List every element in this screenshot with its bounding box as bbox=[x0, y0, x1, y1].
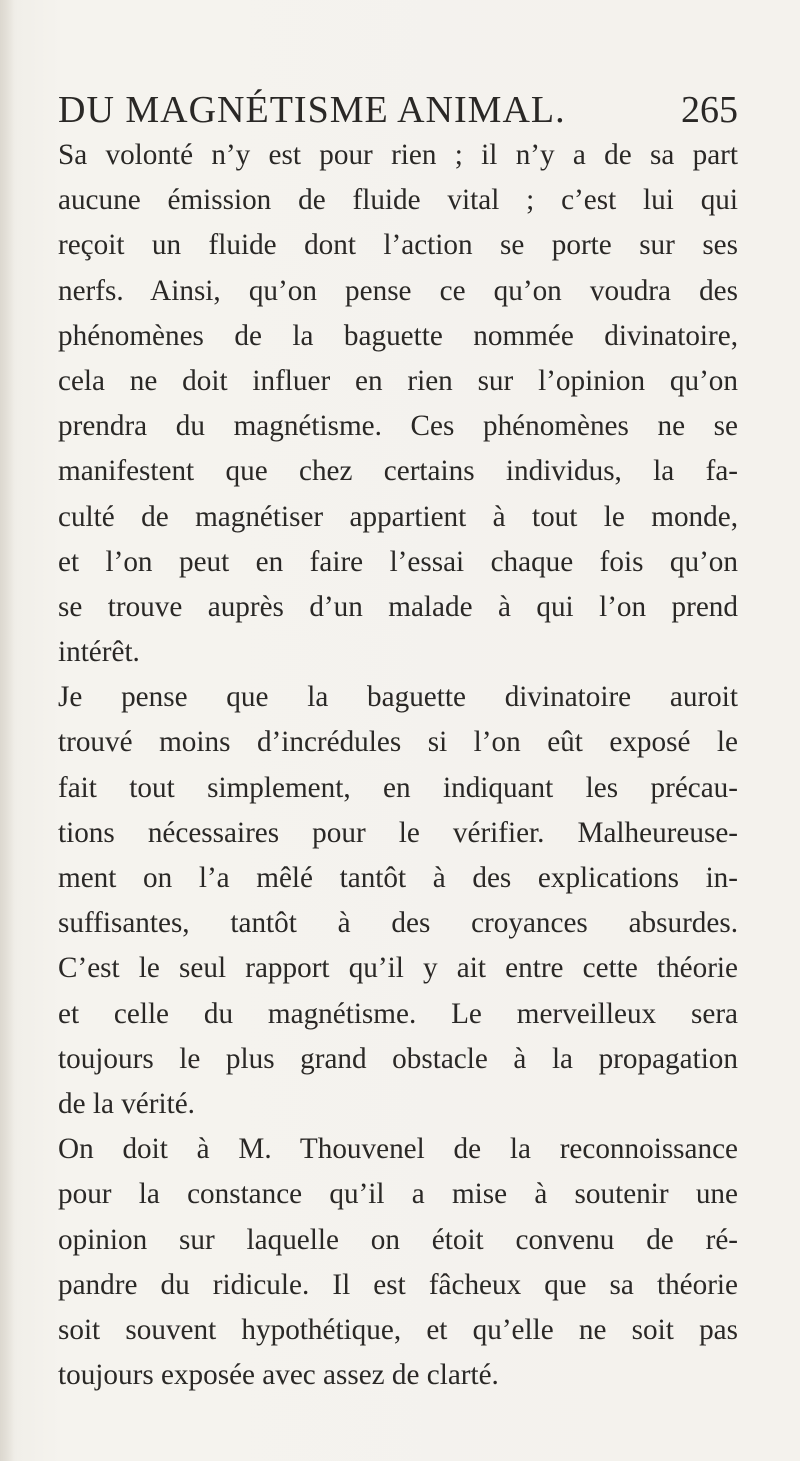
text-line: prendra du magnétisme. Ces phénomènes ne se bbox=[58, 410, 738, 443]
page-number: 265 bbox=[681, 89, 738, 131]
text-line: et celle du magnétisme. Le merveilleux sera bbox=[58, 997, 738, 1030]
page-gutter-shadow bbox=[0, 0, 14, 1461]
text-line: Sa volonté n’y est pour rien ; il n’y a de sa part bbox=[58, 139, 738, 171]
running-head bbox=[58, 88, 738, 138]
text-line: On doit à M. Thouvenel de la reconnoissance bbox=[58, 1133, 738, 1166]
text-line: toujours exposée avec assez de clarté. bbox=[58, 1359, 499, 1392]
text-line: manifestent que chez certains individus, la fa- bbox=[58, 455, 738, 488]
text-line: de la vérité. bbox=[58, 1087, 195, 1120]
running-head-title: DU MAGNÉTISME ANIMAL. bbox=[58, 89, 566, 131]
text-line: fait tout simplement, en indiquant les précau- bbox=[58, 771, 738, 804]
text-line: suffisantes, tantôt à des croyances absurdes. bbox=[58, 907, 738, 940]
text-line: pour la constance qu’il a mise à soutenir une bbox=[58, 1178, 738, 1211]
text-line: Je pense que la baguette divinatoire auroit bbox=[58, 681, 738, 714]
text-line: aucune émission de fluide vital ; c’est lui qui bbox=[58, 184, 738, 217]
text-line: et l’on peut en faire l’essai chaque fois qu’on bbox=[58, 545, 738, 578]
text-line: pandre du ridicule. Il est fâcheux que sa théorie bbox=[58, 1268, 738, 1301]
text-line: toujours le plus grand obstacle à la propagation bbox=[58, 1042, 738, 1075]
text-line: intérêt. bbox=[58, 636, 140, 669]
text-line: cela ne doit influer en rien sur l’opinion qu’on bbox=[58, 364, 738, 397]
text-line: opinion sur laquelle on étoit convenu de ré- bbox=[58, 1223, 738, 1256]
text-line: culté de magnétiser appartient à tout le monde, bbox=[58, 500, 738, 533]
text-line: trouvé moins d’incrédules si l’on eût exposé le bbox=[58, 726, 738, 759]
text-line: phénomènes de la baguette nommée divinatoire, bbox=[58, 319, 738, 352]
text-line: ment on l’a mêlé tantôt à des explications in- bbox=[58, 862, 738, 894]
text-line: soit souvent hypothétique, et qu’elle ne soit pas bbox=[58, 1313, 738, 1346]
text-line: reçoit un fluide dont l’action se porte sur ses bbox=[58, 229, 738, 262]
body-text bbox=[58, 133, 738, 1398]
text-line: tions nécessaires pour le vérifier. Malheureuse- bbox=[58, 816, 738, 849]
text-line: C’est le seul rapport qu’il y ait entre cette théorie bbox=[58, 952, 738, 985]
text-line: nerfs. Ainsi, qu’on pense ce qu’on voudra des bbox=[58, 274, 738, 307]
text-line: se trouve auprès d’un malade à qui l’on prend bbox=[58, 590, 738, 623]
